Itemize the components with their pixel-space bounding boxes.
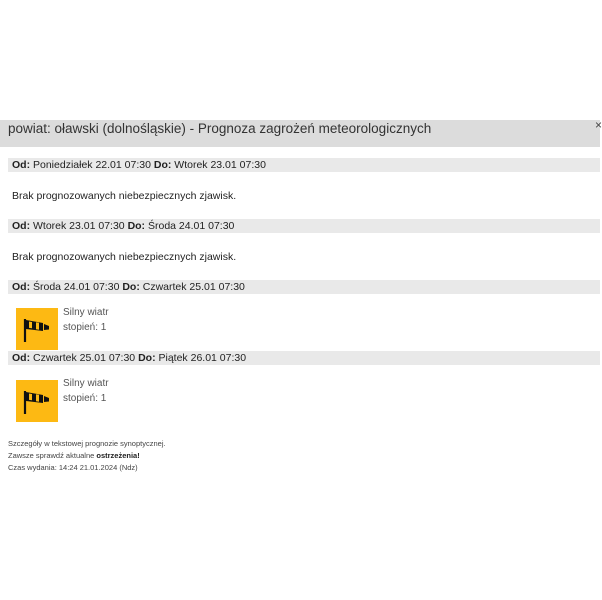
from-label: Od: <box>12 159 31 171</box>
period-to: Wtorek 23.01 07:30 <box>174 159 266 171</box>
footer <box>8 438 166 474</box>
from-label: Od: <box>12 220 31 232</box>
period-header <box>8 158 600 172</box>
period-header <box>8 219 600 233</box>
synoptic-note: Szczegóły w tekstowej prognozie synoptycznej. <box>8 439 166 448</box>
period-from: Poniedziałek 22.01 07:30 <box>33 159 151 171</box>
warning-name: Silny wiatr <box>63 307 109 318</box>
to-label: Do: <box>127 220 146 232</box>
period-to: Piątek 26.01 07:30 <box>158 352 247 364</box>
from-label: Od: <box>12 352 31 364</box>
period-header <box>8 351 600 365</box>
warning-name: Silny wiatr <box>63 378 109 389</box>
period-header <box>8 280 600 294</box>
warning-level: stopień: 1 <box>63 322 107 333</box>
no-hazard-message: Brak prognozowanych niebezpiecznych zjawisk. <box>12 190 237 202</box>
to-label: Do: <box>153 159 172 171</box>
period-from: Wtorek 23.01 07:30 <box>33 220 125 232</box>
period-to: Środa 24.01 07:30 <box>147 220 235 232</box>
warning-level: stopień: 1 <box>63 393 107 404</box>
to-label: Do: <box>122 281 140 293</box>
period-from: Środa 24.01 07:30 <box>33 281 120 293</box>
close-icon[interactable]: × <box>594 118 602 132</box>
issue-time: Czas wydania: 14:24 21.01.2024 (Ndz) <box>8 463 138 472</box>
warning-details <box>63 376 109 406</box>
no-hazard-message: Brak prognozowanych niebezpiecznych zjawisk. <box>12 251 237 263</box>
check-warnings-note <box>8 450 166 462</box>
warnings-link[interactable]: ostrzeżenia! <box>96 451 140 460</box>
windsock-icon[interactable] <box>16 380 58 422</box>
period-from: Czwartek 25.01 07:30 <box>33 352 136 364</box>
to-label: Do: <box>138 352 156 364</box>
dialog-title: powiat: oławski (dolnośląskie) - Prognoza zagrożeń meteorologicznych <box>8 121 432 136</box>
from-label: Od: <box>12 281 31 293</box>
dialog-titlebar <box>0 120 600 147</box>
warning-details <box>63 305 109 335</box>
check-warnings-text: Zawsze sprawdź aktualne <box>8 451 97 460</box>
period-to: Czwartek 25.01 07:30 <box>142 281 245 293</box>
windsock-icon[interactable] <box>16 308 58 350</box>
